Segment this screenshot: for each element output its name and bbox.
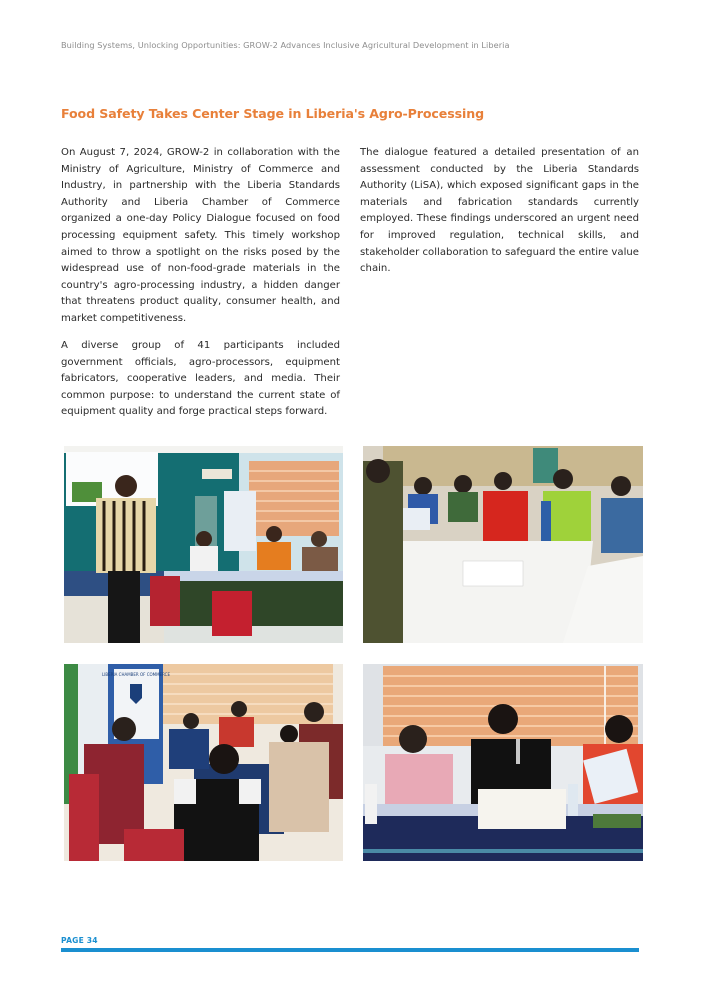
article-paragraph: A diverse group of 41 participants included government officials, agro-processors, equipment fabricators, cooperative leaders, and media. Their common purpose: to understand the current state of equipment quality and forge practical steps forward. (61, 340, 340, 418)
photo-participants-table (363, 446, 643, 643)
article-paragraph: On August 7, 2024, GROW-2 in collaboration with the Ministry of Agriculture, Ministry of Commerce and Industry, in partnership with the Liberia Standards Authority and Liberia Chamber of Commerce organized a one-day Policy Dialogue focused on food processing equipment safety. This timely workshop aimed to throw a spotlight on the risks posed by the widespread use of non-food-grade materials in the country's agro-processing industry, a hidden danger that threatens product quality, consumer health, and market competitiveness. (61, 147, 340, 324)
photo-group-discussion (64, 664, 343, 861)
footer-accent-bar (61, 948, 639, 952)
article-column-left (61, 145, 340, 432)
running-header: Building Systems, Unlocking Opportunities: GROW-2 Advances Inclusive Agricultural Development in Liberia (61, 40, 510, 50)
banner-text: LIBERIA CHAMBER OF COMMERCE (102, 672, 170, 677)
article-column-right (360, 145, 639, 288)
article-title: Food Safety Takes Center Stage in Liberia's Agro-Processing (61, 106, 485, 121)
page-number: PAGE 34 (61, 936, 98, 945)
photo-speaker-presenting (64, 446, 343, 643)
photo-panel-speaker (363, 664, 643, 861)
article-paragraph: The dialogue featured a detailed presentation of an assessment conducted by the Liberia Standards Authority (LiSA), which exposed significant gaps in the materials and fabrication standards currently employed. These findings underscored an urgent need for improved regulation, technical skills, and stakeholder collaboration to safeguard the entire value chain. (360, 147, 639, 275)
